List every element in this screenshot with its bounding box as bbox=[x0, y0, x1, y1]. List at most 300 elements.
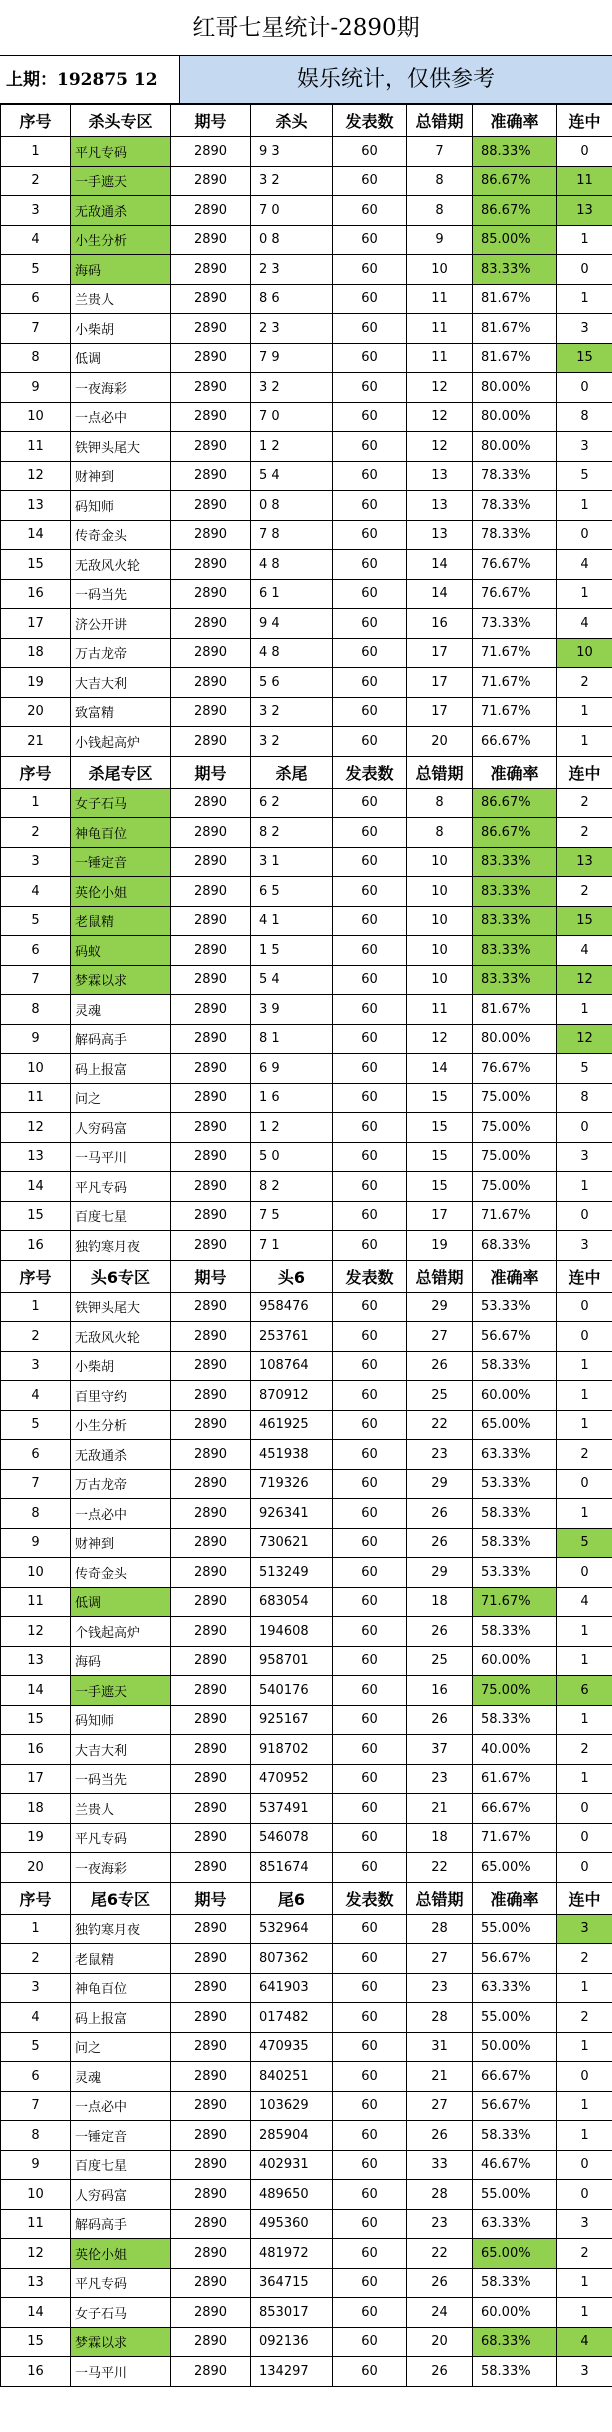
acc-cell: 80.00% bbox=[473, 1024, 557, 1054]
streak-cell: 13 bbox=[557, 847, 612, 877]
header-value: 尾6 bbox=[251, 1882, 333, 1914]
err-cell: 7 bbox=[407, 137, 473, 167]
idx-cell: 15 bbox=[1, 2327, 71, 2357]
streak-cell: 1 bbox=[557, 1410, 612, 1440]
period-cell: 2890 bbox=[171, 1469, 251, 1499]
header-index: 序号 bbox=[1, 1260, 71, 1292]
idx-cell: 12 bbox=[1, 1113, 71, 1143]
table-row bbox=[1, 2091, 612, 2121]
count-cell: 60 bbox=[333, 1973, 407, 2003]
idx-cell: 11 bbox=[1, 1587, 71, 1617]
idx-cell: 11 bbox=[1, 1083, 71, 1113]
streak-cell: 3 bbox=[557, 314, 612, 344]
acc-cell: 60.00% bbox=[473, 1646, 557, 1676]
period-cell: 2890 bbox=[171, 1113, 251, 1143]
count-cell: 60 bbox=[333, 2239, 407, 2269]
section-header-row bbox=[1, 105, 612, 137]
name-cell: 一点必中 bbox=[71, 2091, 171, 2121]
period-cell: 2890 bbox=[171, 2180, 251, 2210]
table-row bbox=[1, 936, 612, 966]
table-row bbox=[1, 373, 612, 403]
count-cell: 60 bbox=[333, 1172, 407, 1202]
idx-cell: 14 bbox=[1, 1676, 71, 1706]
err-cell: 14 bbox=[407, 550, 473, 580]
err-cell: 15 bbox=[407, 1172, 473, 1202]
err-cell: 24 bbox=[407, 2298, 473, 2328]
acc-cell: 63.33% bbox=[473, 1973, 557, 2003]
idx-cell: 15 bbox=[1, 550, 71, 580]
err-cell: 28 bbox=[407, 1914, 473, 1944]
name-cell: 百度七星 bbox=[71, 2150, 171, 2180]
acc-cell: 86.67% bbox=[473, 166, 557, 196]
acc-cell: 71.67% bbox=[473, 1201, 557, 1231]
period-cell: 2890 bbox=[171, 668, 251, 698]
idx-cell: 9 bbox=[1, 1024, 71, 1054]
err-cell: 12 bbox=[407, 402, 473, 432]
acc-cell: 76.67% bbox=[473, 579, 557, 609]
section-header-row bbox=[1, 1260, 612, 1292]
name-cell: 大吉大利 bbox=[71, 668, 171, 698]
idx-cell: 16 bbox=[1, 1231, 71, 1261]
period-cell: 2890 bbox=[171, 1823, 251, 1853]
acc-cell: 58.33% bbox=[473, 1528, 557, 1558]
count-cell: 60 bbox=[333, 1440, 407, 1470]
table-row bbox=[1, 2327, 612, 2357]
acc-cell: 56.67% bbox=[473, 1322, 557, 1352]
header-index: 序号 bbox=[1, 756, 71, 788]
idx-cell: 1 bbox=[1, 788, 71, 818]
table-row bbox=[1, 137, 612, 167]
table-row bbox=[1, 255, 612, 285]
period-cell: 2890 bbox=[171, 2298, 251, 2328]
acc-cell: 58.33% bbox=[473, 1617, 557, 1647]
table-row bbox=[1, 2150, 612, 2180]
name-cell: 小生分析 bbox=[71, 225, 171, 255]
table-row bbox=[1, 1083, 612, 1113]
err-cell: 33 bbox=[407, 2150, 473, 2180]
val-cell: 7 8 bbox=[251, 520, 333, 550]
acc-cell: 78.33% bbox=[473, 491, 557, 521]
streak-cell: 1 bbox=[557, 2032, 612, 2062]
streak-cell: 2 bbox=[557, 2003, 612, 2033]
count-cell: 60 bbox=[333, 2209, 407, 2239]
header-period: 期号 bbox=[171, 756, 251, 788]
count-cell: 60 bbox=[333, 1231, 407, 1261]
period-cell: 2890 bbox=[171, 1083, 251, 1113]
err-cell: 20 bbox=[407, 2327, 473, 2357]
acc-cell: 81.67% bbox=[473, 314, 557, 344]
header-section: 头6专区 bbox=[71, 1260, 171, 1292]
header-streak: 连中 bbox=[557, 1882, 612, 1914]
header-count: 发表数 bbox=[333, 1260, 407, 1292]
header-count: 发表数 bbox=[333, 1882, 407, 1914]
count-cell: 60 bbox=[333, 906, 407, 936]
period-cell: 2890 bbox=[171, 432, 251, 462]
count-cell: 60 bbox=[333, 314, 407, 344]
streak-cell: 15 bbox=[557, 343, 612, 373]
name-cell: 女子石马 bbox=[71, 788, 171, 818]
val-cell: 481972 bbox=[251, 2239, 333, 2269]
streak-cell: 1 bbox=[557, 1973, 612, 2003]
table-row bbox=[1, 1499, 612, 1529]
period-cell: 2890 bbox=[171, 638, 251, 668]
header-value: 头6 bbox=[251, 1260, 333, 1292]
name-cell: 济公开讲 bbox=[71, 609, 171, 639]
err-cell: 16 bbox=[407, 609, 473, 639]
period-cell: 2890 bbox=[171, 225, 251, 255]
subheader-row bbox=[0, 56, 612, 104]
header-count: 发表数 bbox=[333, 756, 407, 788]
name-cell: 大吉大利 bbox=[71, 1735, 171, 1765]
streak-cell: 2 bbox=[557, 1944, 612, 1974]
acc-cell: 58.33% bbox=[473, 1351, 557, 1381]
acc-cell: 81.67% bbox=[473, 343, 557, 373]
acc-cell: 60.00% bbox=[473, 1381, 557, 1411]
acc-cell: 86.67% bbox=[473, 788, 557, 818]
err-cell: 10 bbox=[407, 847, 473, 877]
val-cell: 3 9 bbox=[251, 995, 333, 1025]
header-period: 期号 bbox=[171, 1260, 251, 1292]
header-index: 序号 bbox=[1, 105, 71, 137]
idx-cell: 9 bbox=[1, 373, 71, 403]
table-row bbox=[1, 906, 612, 936]
header-section: 尾6专区 bbox=[71, 1882, 171, 1914]
acc-cell: 53.33% bbox=[473, 1292, 557, 1322]
streak-cell: 1 bbox=[557, 697, 612, 727]
table-row bbox=[1, 788, 612, 818]
count-cell: 60 bbox=[333, 461, 407, 491]
table-row bbox=[1, 877, 612, 907]
header-errors: 总错期 bbox=[407, 1882, 473, 1914]
err-cell: 26 bbox=[407, 2121, 473, 2151]
name-cell: 英伦小姐 bbox=[71, 877, 171, 907]
name-cell: 梦霖以求 bbox=[71, 965, 171, 995]
name-cell: 传奇金头 bbox=[71, 1558, 171, 1588]
val-cell: 285904 bbox=[251, 2121, 333, 2151]
val-cell: 017482 bbox=[251, 2003, 333, 2033]
streak-cell: 4 bbox=[557, 1587, 612, 1617]
header-errors: 总错期 bbox=[407, 105, 473, 137]
header-section: 杀尾专区 bbox=[71, 756, 171, 788]
val-cell: 540176 bbox=[251, 1676, 333, 1706]
err-cell: 15 bbox=[407, 1142, 473, 1172]
idx-cell: 7 bbox=[1, 2091, 71, 2121]
idx-cell: 17 bbox=[1, 609, 71, 639]
acc-cell: 83.33% bbox=[473, 847, 557, 877]
count-cell: 60 bbox=[333, 1944, 407, 1974]
val-cell: 5 4 bbox=[251, 965, 333, 995]
streak-cell: 0 bbox=[557, 1292, 612, 1322]
streak-cell: 2 bbox=[557, 1735, 612, 1765]
period-cell: 2890 bbox=[171, 1440, 251, 1470]
count-cell: 60 bbox=[333, 1676, 407, 1706]
period-cell: 2890 bbox=[171, 1973, 251, 2003]
table-row bbox=[1, 1381, 612, 1411]
table-row bbox=[1, 727, 612, 757]
period-cell: 2890 bbox=[171, 1676, 251, 1706]
period-cell: 2890 bbox=[171, 1794, 251, 1824]
header-section: 杀头专区 bbox=[71, 105, 171, 137]
err-cell: 23 bbox=[407, 1764, 473, 1794]
err-cell: 10 bbox=[407, 255, 473, 285]
idx-cell: 11 bbox=[1, 432, 71, 462]
streak-cell: 0 bbox=[557, 255, 612, 285]
period-cell: 2890 bbox=[171, 877, 251, 907]
acc-cell: 78.33% bbox=[473, 520, 557, 550]
table-row bbox=[1, 1646, 612, 1676]
count-cell: 60 bbox=[333, 1764, 407, 1794]
period-cell: 2890 bbox=[171, 1646, 251, 1676]
period-cell: 2890 bbox=[171, 818, 251, 848]
header-period: 期号 bbox=[171, 1882, 251, 1914]
err-cell: 15 bbox=[407, 1113, 473, 1143]
count-cell: 60 bbox=[333, 2180, 407, 2210]
idx-cell: 8 bbox=[1, 343, 71, 373]
err-cell: 23 bbox=[407, 1440, 473, 1470]
val-cell: 134297 bbox=[251, 2357, 333, 2387]
val-cell: 108764 bbox=[251, 1351, 333, 1381]
count-cell: 60 bbox=[333, 788, 407, 818]
val-cell: 6 9 bbox=[251, 1054, 333, 1084]
name-cell: 兰贵人 bbox=[71, 284, 171, 314]
idx-cell: 5 bbox=[1, 906, 71, 936]
period-cell: 2890 bbox=[171, 1587, 251, 1617]
err-cell: 17 bbox=[407, 668, 473, 698]
table-row bbox=[1, 1142, 612, 1172]
val-cell: 1 2 bbox=[251, 1113, 333, 1143]
table-row bbox=[1, 2180, 612, 2210]
val-cell: 2 3 bbox=[251, 255, 333, 285]
streak-cell: 0 bbox=[557, 1558, 612, 1588]
period-cell: 2890 bbox=[171, 1292, 251, 1322]
idx-cell: 19 bbox=[1, 1823, 71, 1853]
table-row bbox=[1, 1054, 612, 1084]
count-cell: 60 bbox=[333, 1351, 407, 1381]
val-cell: 537491 bbox=[251, 1794, 333, 1824]
acc-cell: 65.00% bbox=[473, 1853, 557, 1883]
count-cell: 60 bbox=[333, 1410, 407, 1440]
header-index: 序号 bbox=[1, 1882, 71, 1914]
name-cell: 神龟百位 bbox=[71, 818, 171, 848]
acc-cell: 83.33% bbox=[473, 906, 557, 936]
table-row bbox=[1, 1231, 612, 1261]
period-cell: 2890 bbox=[171, 847, 251, 877]
period-cell: 2890 bbox=[171, 373, 251, 403]
stats-table bbox=[0, 104, 612, 2387]
err-cell: 8 bbox=[407, 166, 473, 196]
table-row bbox=[1, 1705, 612, 1735]
streak-cell: 1 bbox=[557, 579, 612, 609]
streak-cell: 0 bbox=[557, 1794, 612, 1824]
val-cell: 8 1 bbox=[251, 1024, 333, 1054]
name-cell: 一码当先 bbox=[71, 1764, 171, 1794]
val-cell: 840251 bbox=[251, 2062, 333, 2092]
acc-cell: 55.00% bbox=[473, 2003, 557, 2033]
table-row bbox=[1, 314, 612, 344]
idx-cell: 4 bbox=[1, 877, 71, 907]
val-cell: 489650 bbox=[251, 2180, 333, 2210]
period-cell: 2890 bbox=[171, 1142, 251, 1172]
table-row bbox=[1, 284, 612, 314]
table-row bbox=[1, 166, 612, 196]
name-cell: 梦霖以求 bbox=[71, 2327, 171, 2357]
period-cell: 2890 bbox=[171, 697, 251, 727]
period-cell: 2890 bbox=[171, 1024, 251, 1054]
count-cell: 60 bbox=[333, 638, 407, 668]
streak-cell: 11 bbox=[557, 166, 612, 196]
table-row bbox=[1, 1351, 612, 1381]
val-cell: 853017 bbox=[251, 2298, 333, 2328]
val-cell: 3 2 bbox=[251, 166, 333, 196]
idx-cell: 3 bbox=[1, 1973, 71, 2003]
acc-cell: 66.67% bbox=[473, 2062, 557, 2092]
val-cell: 7 9 bbox=[251, 343, 333, 373]
period-cell: 2890 bbox=[171, 1914, 251, 1944]
period-cell: 2890 bbox=[171, 609, 251, 639]
err-cell: 26 bbox=[407, 1617, 473, 1647]
idx-cell: 18 bbox=[1, 638, 71, 668]
acc-cell: 75.00% bbox=[473, 1172, 557, 1202]
err-cell: 26 bbox=[407, 1499, 473, 1529]
err-cell: 11 bbox=[407, 995, 473, 1025]
idx-cell: 7 bbox=[1, 314, 71, 344]
count-cell: 60 bbox=[333, 402, 407, 432]
acc-cell: 73.33% bbox=[473, 609, 557, 639]
table-row bbox=[1, 2298, 612, 2328]
acc-cell: 68.33% bbox=[473, 1231, 557, 1261]
streak-cell: 1 bbox=[557, 491, 612, 521]
err-cell: 25 bbox=[407, 1381, 473, 1411]
acc-cell: 75.00% bbox=[473, 1113, 557, 1143]
period-cell: 2890 bbox=[171, 2357, 251, 2387]
period-cell: 2890 bbox=[171, 550, 251, 580]
table-row bbox=[1, 2209, 612, 2239]
acc-cell: 81.67% bbox=[473, 995, 557, 1025]
table-row bbox=[1, 1469, 612, 1499]
val-cell: 364715 bbox=[251, 2268, 333, 2298]
acc-cell: 55.00% bbox=[473, 1914, 557, 1944]
streak-cell: 1 bbox=[557, 1381, 612, 1411]
acc-cell: 61.67% bbox=[473, 1764, 557, 1794]
err-cell: 12 bbox=[407, 1024, 473, 1054]
header-count: 发表数 bbox=[333, 105, 407, 137]
val-cell: 7 0 bbox=[251, 402, 333, 432]
idx-cell: 4 bbox=[1, 1381, 71, 1411]
err-cell: 25 bbox=[407, 1646, 473, 1676]
idx-cell: 7 bbox=[1, 965, 71, 995]
count-cell: 60 bbox=[333, 1024, 407, 1054]
acc-cell: 75.00% bbox=[473, 1142, 557, 1172]
table-row bbox=[1, 402, 612, 432]
period-cell: 2890 bbox=[171, 1617, 251, 1647]
val-cell: 3 1 bbox=[251, 847, 333, 877]
acc-cell: 71.67% bbox=[473, 1823, 557, 1853]
err-cell: 37 bbox=[407, 1735, 473, 1765]
count-cell: 60 bbox=[333, 1083, 407, 1113]
streak-cell: 2 bbox=[557, 877, 612, 907]
err-cell: 27 bbox=[407, 1322, 473, 1352]
idx-cell: 4 bbox=[1, 2003, 71, 2033]
table-row bbox=[1, 1024, 612, 1054]
acc-cell: 86.67% bbox=[473, 196, 557, 226]
idx-cell: 3 bbox=[1, 1351, 71, 1381]
idx-cell: 20 bbox=[1, 697, 71, 727]
acc-cell: 60.00% bbox=[473, 2298, 557, 2328]
val-cell: 470952 bbox=[251, 1764, 333, 1794]
table-row bbox=[1, 2032, 612, 2062]
period-cell: 2890 bbox=[171, 727, 251, 757]
previous-draw: 上期：192875 12 bbox=[0, 56, 180, 103]
val-cell: 1 5 bbox=[251, 936, 333, 966]
acc-cell: 75.00% bbox=[473, 1083, 557, 1113]
err-cell: 11 bbox=[407, 343, 473, 373]
streak-cell: 1 bbox=[557, 1499, 612, 1529]
idx-cell: 17 bbox=[1, 1764, 71, 1794]
idx-cell: 19 bbox=[1, 668, 71, 698]
count-cell: 60 bbox=[333, 137, 407, 167]
idx-cell: 13 bbox=[1, 1646, 71, 1676]
streak-cell: 0 bbox=[557, 2062, 612, 2092]
header-streak: 连中 bbox=[557, 756, 612, 788]
name-cell: 人穷码富 bbox=[71, 1113, 171, 1143]
idx-cell: 15 bbox=[1, 1705, 71, 1735]
val-cell: 730621 bbox=[251, 1528, 333, 1558]
count-cell: 60 bbox=[333, 609, 407, 639]
streak-cell: 1 bbox=[557, 2298, 612, 2328]
idx-cell: 16 bbox=[1, 1735, 71, 1765]
err-cell: 13 bbox=[407, 520, 473, 550]
streak-cell: 0 bbox=[557, 373, 612, 403]
streak-cell: 4 bbox=[557, 550, 612, 580]
period-cell: 2890 bbox=[171, 1735, 251, 1765]
acc-cell: 40.00% bbox=[473, 1735, 557, 1765]
streak-cell: 5 bbox=[557, 1528, 612, 1558]
count-cell: 60 bbox=[333, 225, 407, 255]
count-cell: 60 bbox=[333, 2357, 407, 2387]
table-row bbox=[1, 1440, 612, 1470]
streak-cell: 0 bbox=[557, 1201, 612, 1231]
count-cell: 60 bbox=[333, 697, 407, 727]
val-cell: 918702 bbox=[251, 1735, 333, 1765]
idx-cell: 8 bbox=[1, 1499, 71, 1529]
table-row bbox=[1, 818, 612, 848]
name-cell: 问之 bbox=[71, 1083, 171, 1113]
count-cell: 60 bbox=[333, 373, 407, 403]
streak-cell: 0 bbox=[557, 1469, 612, 1499]
streak-cell: 5 bbox=[557, 461, 612, 491]
count-cell: 60 bbox=[333, 1381, 407, 1411]
idx-cell: 18 bbox=[1, 1794, 71, 1824]
streak-cell: 6 bbox=[557, 1676, 612, 1706]
val-cell: 9 4 bbox=[251, 609, 333, 639]
name-cell: 码蚁 bbox=[71, 936, 171, 966]
period-cell: 2890 bbox=[171, 166, 251, 196]
count-cell: 60 bbox=[333, 2268, 407, 2298]
count-cell: 60 bbox=[333, 1142, 407, 1172]
val-cell: 5 4 bbox=[251, 461, 333, 491]
idx-cell: 6 bbox=[1, 284, 71, 314]
err-cell: 20 bbox=[407, 727, 473, 757]
acc-cell: 50.00% bbox=[473, 2032, 557, 2062]
val-cell: 4 8 bbox=[251, 550, 333, 580]
streak-cell: 1 bbox=[557, 1351, 612, 1381]
period-cell: 2890 bbox=[171, 1499, 251, 1529]
err-cell: 10 bbox=[407, 877, 473, 907]
header-streak: 连中 bbox=[557, 105, 612, 137]
stats-table-body bbox=[1, 105, 612, 2387]
err-cell: 22 bbox=[407, 1853, 473, 1883]
period-cell: 2890 bbox=[171, 491, 251, 521]
